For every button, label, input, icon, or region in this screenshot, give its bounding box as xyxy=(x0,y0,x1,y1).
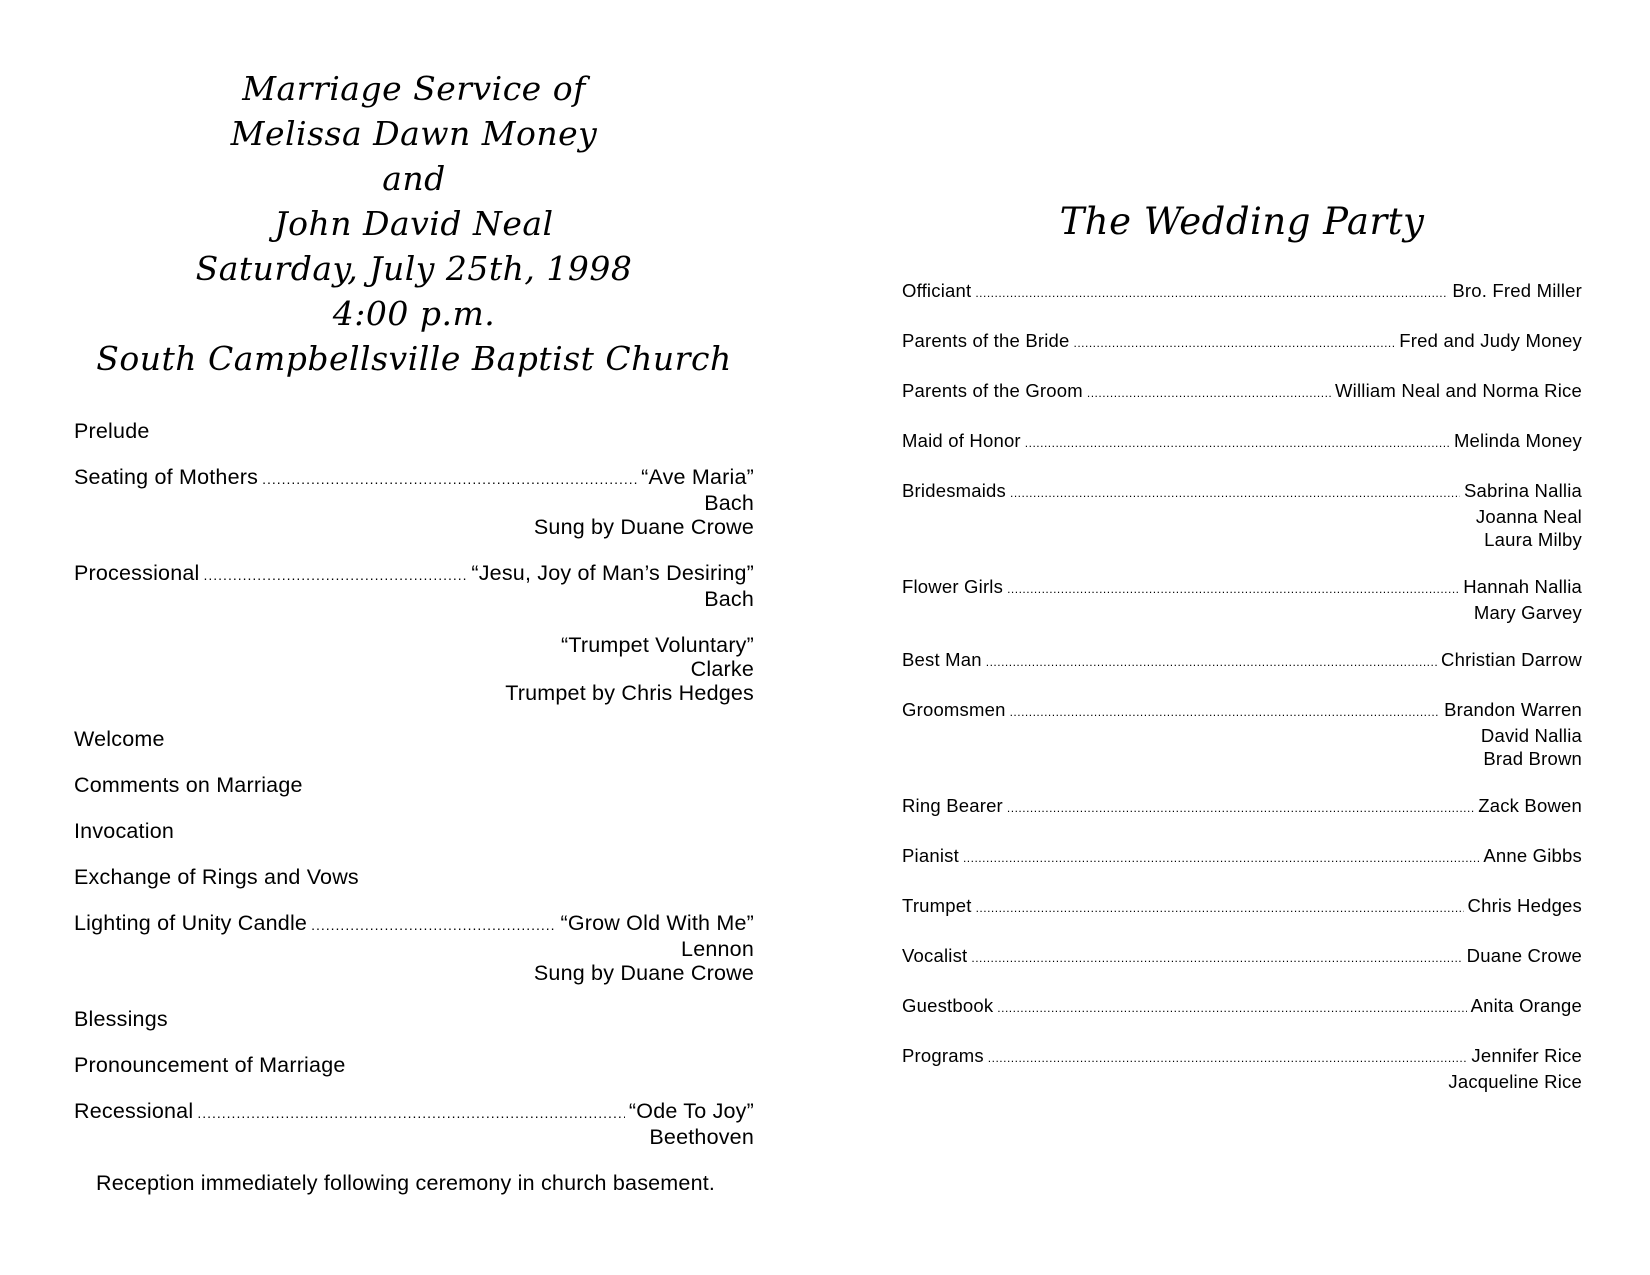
leader-dots xyxy=(971,947,1462,970)
party-member-name: Duane Crowe xyxy=(1466,945,1582,966)
leader-dots xyxy=(963,847,1479,870)
program-item-label: Recessional xyxy=(74,1099,194,1123)
program-item xyxy=(74,727,754,751)
program-item xyxy=(74,773,754,797)
program-item-label: Welcome xyxy=(74,727,165,751)
party-role-row xyxy=(902,279,1582,305)
program-item-label: Invocation xyxy=(74,819,175,843)
party-role-row xyxy=(902,575,1582,601)
party-role-row xyxy=(902,794,1582,820)
program-item xyxy=(74,1053,754,1077)
header-line-title: Marriage Service of xyxy=(242,69,586,108)
party-member-name: Joanna Neal xyxy=(1475,506,1582,527)
header-line-date: Saturday, July 25th, 1998 xyxy=(195,249,633,288)
party-role-item xyxy=(902,575,1582,624)
party-role-label: Bridesmaids xyxy=(902,480,1006,501)
program-item xyxy=(74,465,754,539)
leader-dots xyxy=(262,467,637,491)
party-member-name: Jennifer Rice xyxy=(1471,1045,1582,1066)
party-role-item xyxy=(902,794,1582,820)
party-role-item xyxy=(902,379,1582,405)
party-role-label: Flower Girls xyxy=(902,576,1004,597)
program-item-label: Lighting of Unity Candle xyxy=(74,911,308,935)
party-member-name: Hannah Nallia xyxy=(1463,576,1582,597)
leader-dots xyxy=(988,1047,1468,1070)
program-item xyxy=(74,1007,754,1031)
program-item-label: Pronouncement of Marriage xyxy=(74,1053,346,1077)
leader-dots xyxy=(986,651,1437,674)
program-item-piece: “Grow Old With Me” xyxy=(560,911,754,935)
party-role-label: Parents of the Groom xyxy=(902,380,1083,401)
party-role-item xyxy=(902,698,1582,770)
party-role-row xyxy=(902,648,1582,674)
party-role-label: Officiant xyxy=(902,280,972,301)
party-role-label: Guestbook xyxy=(902,995,994,1016)
party-role-label: Programs xyxy=(902,1045,984,1066)
party-member-name: Brandon Warren xyxy=(1444,699,1582,720)
party-member-name: Chris Hedges xyxy=(1467,895,1582,916)
leader-dots xyxy=(1007,797,1474,820)
leader-dots xyxy=(976,897,1464,920)
leader-dots xyxy=(1007,578,1459,601)
program-item xyxy=(74,819,754,843)
party-role-item xyxy=(902,329,1582,355)
party-role-item xyxy=(902,648,1582,674)
program-item-piece: “Ave Maria” xyxy=(641,465,754,489)
party-role-label: Trumpet xyxy=(902,895,972,916)
leader-dots xyxy=(204,563,468,587)
party-role-item xyxy=(902,844,1582,870)
party-member-name: Brad Brown xyxy=(1483,748,1582,769)
program-item-label: Exchange of Rings and Vows xyxy=(74,865,359,889)
program-item-label: Blessings xyxy=(74,1007,168,1031)
header-line-groom: John David Neal xyxy=(274,204,554,243)
leader-dots xyxy=(1087,382,1331,405)
program-item xyxy=(74,561,754,611)
party-member-name: David Nallia xyxy=(1480,725,1582,746)
leader-dots xyxy=(1074,332,1396,355)
party-role-row xyxy=(902,944,1582,970)
header-line-and: and xyxy=(382,159,446,198)
program-row xyxy=(74,911,754,937)
leader-dots xyxy=(1010,482,1460,505)
party-member-name: Anne Gibbs xyxy=(1483,845,1582,866)
party-member-name: Christian Darrow xyxy=(1441,649,1582,670)
party-member-name: Anita Orange xyxy=(1470,995,1582,1016)
party-role-label: Pianist xyxy=(902,845,959,866)
party-role-row xyxy=(902,698,1582,724)
party-member-name: Jacqueline Rice xyxy=(1448,1071,1582,1092)
program-item-label: Processional xyxy=(74,561,200,585)
party-role-label: Maid of Honor xyxy=(902,430,1021,451)
program-item-label: Seating of Mothers xyxy=(74,465,259,489)
party-role-row xyxy=(902,379,1582,405)
program-item xyxy=(74,865,754,889)
order-of-service-panel xyxy=(74,66,754,1196)
program-item-detail: “Trumpet Voluntary” xyxy=(561,633,754,657)
program-row xyxy=(74,1099,754,1125)
party-role-row xyxy=(902,1044,1582,1070)
party-member-name: William Neal and Norma Rice xyxy=(1335,380,1582,401)
party-role-item xyxy=(902,894,1582,920)
program-item-label: Prelude xyxy=(74,419,150,443)
party-role-item xyxy=(902,944,1582,970)
leader-dots xyxy=(311,913,556,937)
party-role-row xyxy=(902,329,1582,355)
party-role-label: Ring Bearer xyxy=(902,795,1003,816)
party-role-row xyxy=(902,894,1582,920)
wedding-party-list xyxy=(902,279,1582,1093)
leader-dots xyxy=(975,282,1448,305)
party-role-row xyxy=(902,844,1582,870)
party-role-item xyxy=(902,279,1582,305)
wedding-party-title: The Wedding Party xyxy=(1059,200,1425,243)
program-item-piece: “Ode To Joy” xyxy=(628,1099,754,1123)
reception-note: Reception immediately following ceremony in church basement. xyxy=(96,1171,716,1195)
header-line-bride: Melissa Dawn Money xyxy=(230,114,598,153)
program-row xyxy=(74,465,754,491)
party-member-name: Bro. Fred Miller xyxy=(1452,280,1582,301)
party-member-name: Melinda Money xyxy=(1453,430,1582,451)
party-member-name: Fred and Judy Money xyxy=(1399,330,1582,351)
program-item-detail: Trumpet by Chris Hedges xyxy=(505,681,754,705)
program-item xyxy=(74,1099,754,1149)
party-role-item xyxy=(902,479,1582,551)
program-item xyxy=(74,633,754,705)
service-header xyxy=(74,66,754,381)
party-member-name: Laura Milby xyxy=(1484,529,1582,550)
program-item-label: Comments on Marriage xyxy=(74,773,303,797)
party-role-row xyxy=(902,994,1582,1020)
program-list xyxy=(74,419,754,1149)
program-item-detail: Beethoven xyxy=(649,1125,754,1149)
program-item xyxy=(74,419,754,443)
program-item-detail: Sung by Duane Crowe xyxy=(533,961,754,985)
program-item-detail: Clarke xyxy=(690,657,754,681)
party-role-item xyxy=(902,994,1582,1020)
party-role-row xyxy=(902,429,1582,455)
program-item-detail: Lennon xyxy=(681,937,754,961)
party-member-name: Zack Bowen xyxy=(1478,795,1582,816)
leader-dots xyxy=(197,1101,625,1125)
party-member-name: Sabrina Nallia xyxy=(1464,480,1582,501)
party-role-row xyxy=(902,479,1582,505)
party-member-name: Mary Garvey xyxy=(1473,602,1582,623)
leader-dots xyxy=(1010,701,1441,724)
party-role-label: Parents of the Bride xyxy=(902,330,1070,351)
leader-dots xyxy=(997,997,1466,1020)
party-role-item xyxy=(902,1044,1582,1093)
program-item-detail: Bach xyxy=(704,587,754,611)
party-role-label: Groomsmen xyxy=(902,699,1006,720)
party-role-label: Vocalist xyxy=(902,945,968,966)
program-item-detail: Bach xyxy=(704,491,754,515)
wedding-party-panel xyxy=(902,200,1582,1117)
program-item-detail: Sung by Duane Crowe xyxy=(533,515,754,539)
program-item-piece: “Jesu, Joy of Man’s Desiring” xyxy=(471,561,754,585)
program-row xyxy=(74,561,754,587)
header-line-time: 4:00 p.m. xyxy=(332,294,496,333)
party-role-label: Best Man xyxy=(902,649,982,670)
leader-dots xyxy=(1025,432,1450,455)
header-line-venue: South Campbellsville Baptist Church xyxy=(96,339,732,378)
party-role-item xyxy=(902,429,1582,455)
program-item xyxy=(74,911,754,985)
